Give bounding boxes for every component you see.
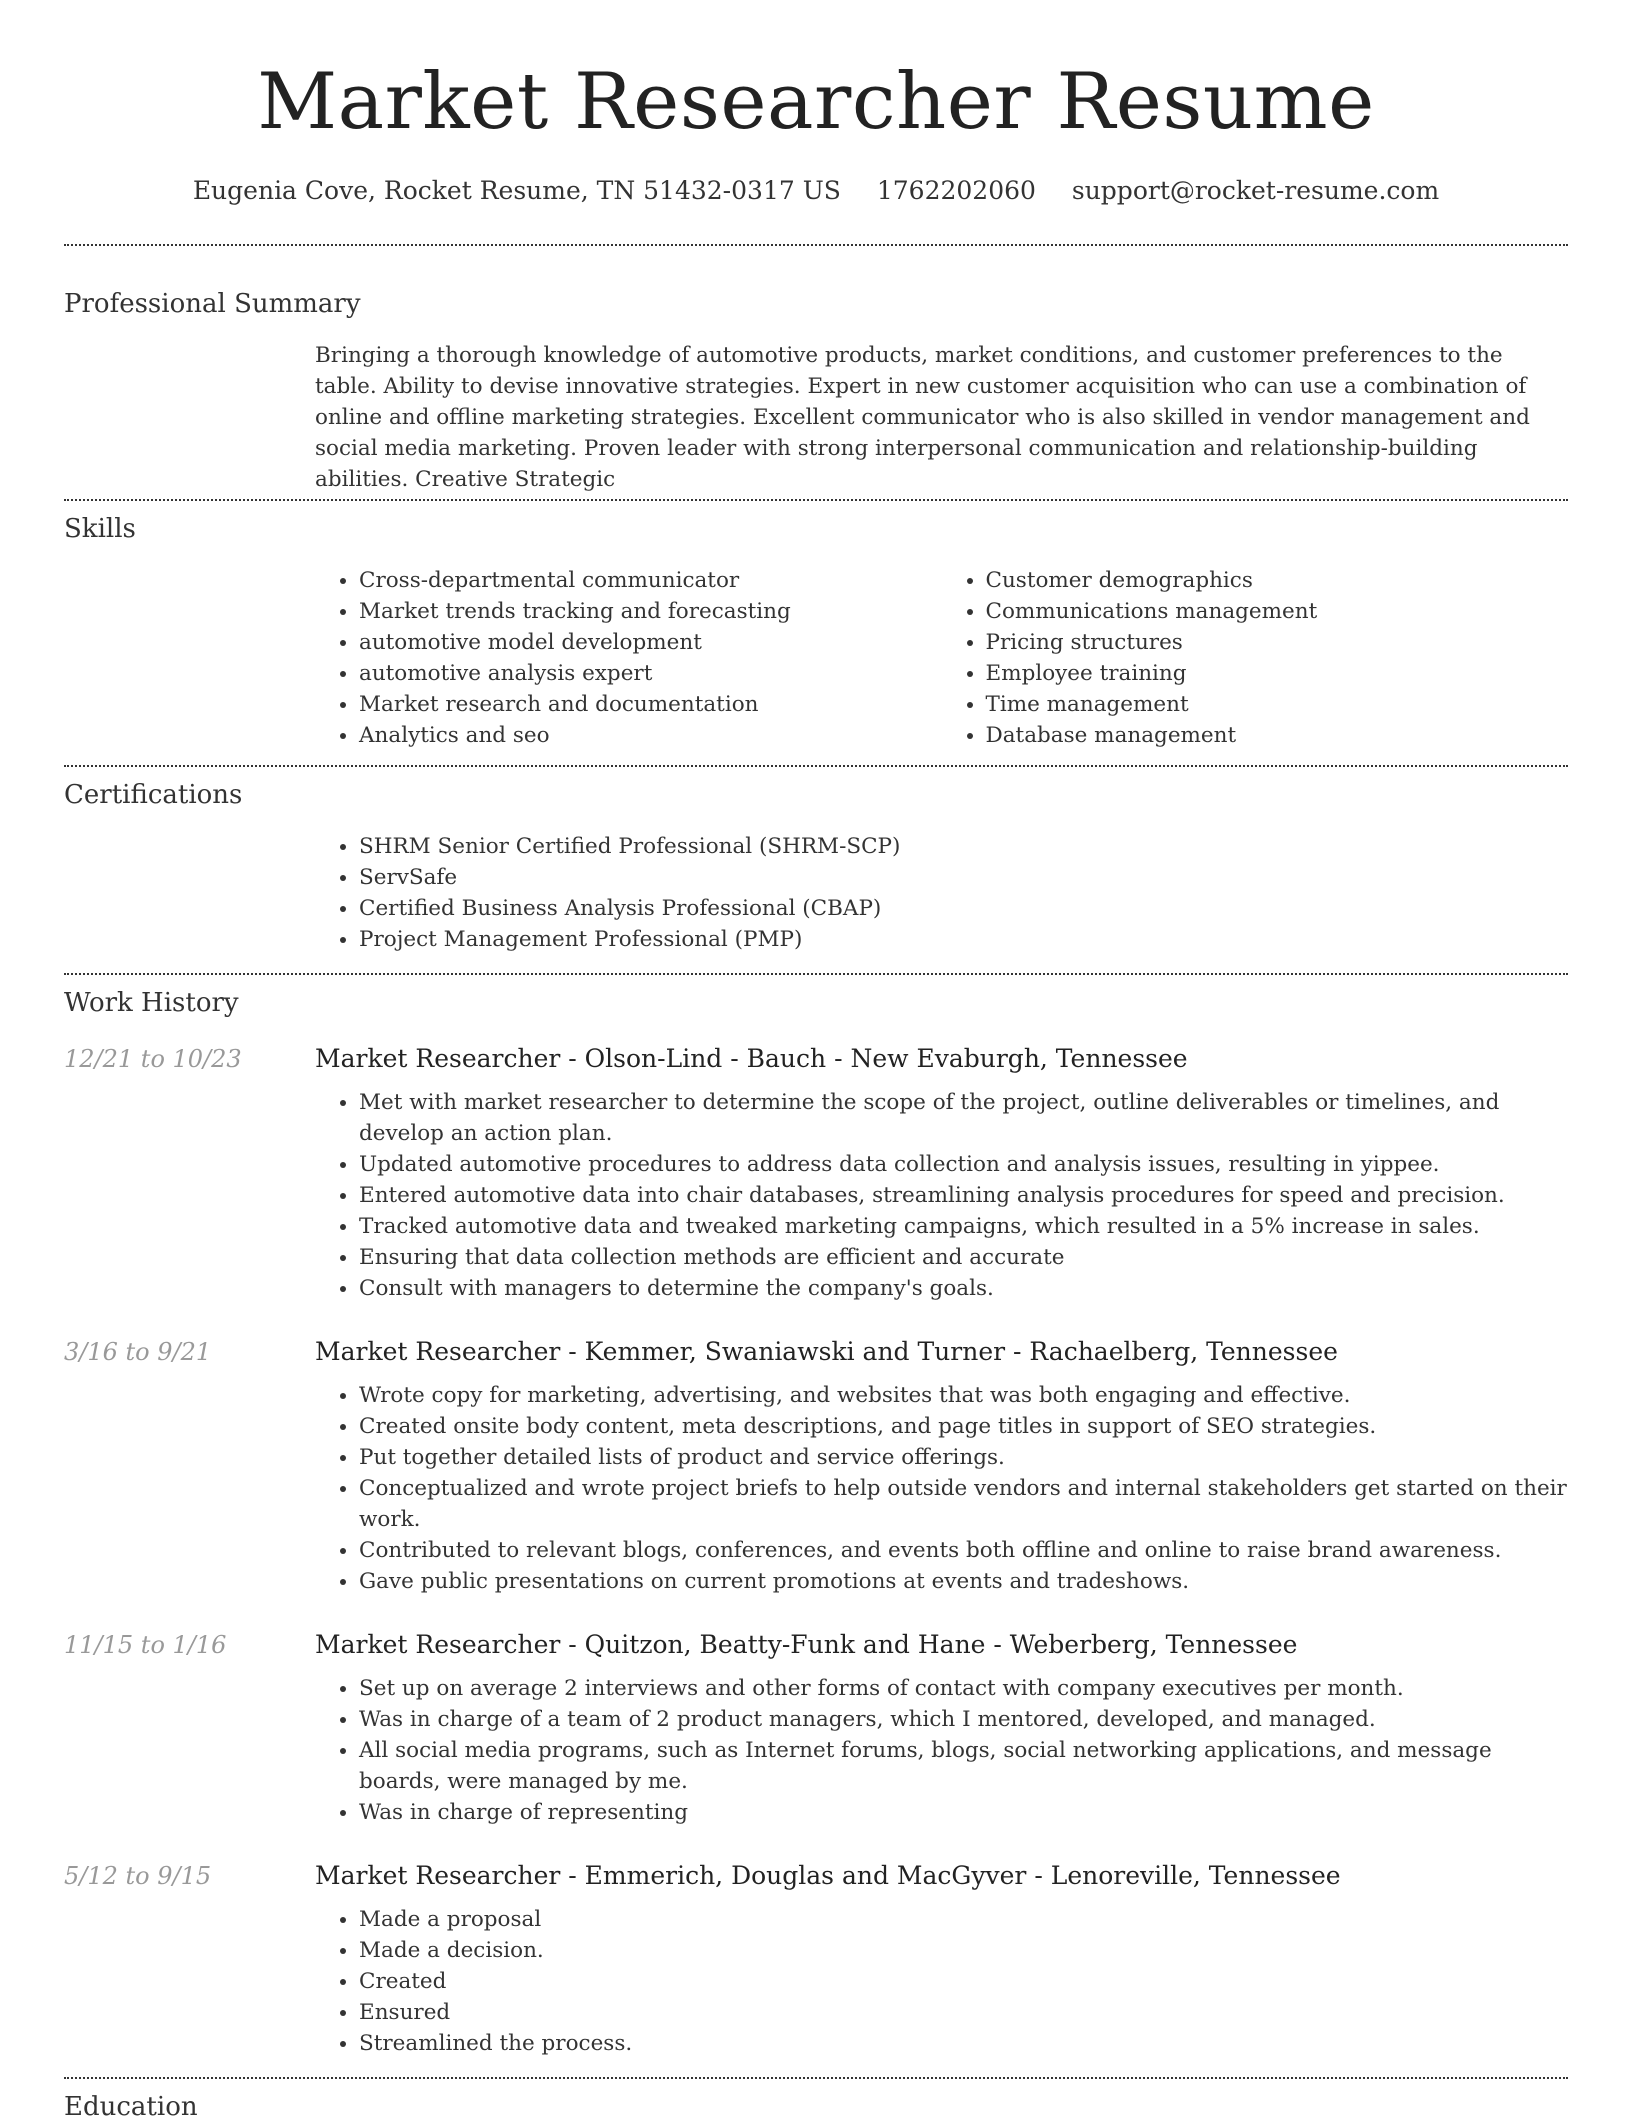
job-body	[315, 1041, 1568, 1316]
job-title: Market Researcher - Emmerich, Douglas and MacGyver - Lenoreville, Tennessee	[315, 1861, 1341, 1890]
job-bullet: • Was in charge of representing	[359, 1797, 1568, 1828]
job-bullet: • Updated automotive procedures to address data collection and analysis issues, resulting in yippee.	[359, 1149, 1568, 1180]
section-heading-work-history: Work History	[64, 988, 239, 1018]
skill-item: • Analytics and seo	[359, 720, 942, 751]
job-bullet: • Ensuring that data collection methods are efficient and accurate	[359, 1242, 1568, 1273]
contact-phone: 1762202060	[876, 176, 1036, 205]
job-bullet: • Put together detailed lists of product and service offerings.	[359, 1442, 1568, 1473]
job-entry	[64, 1627, 1568, 1840]
job-entry	[64, 1858, 1568, 2071]
skill-item: • Cross-departmental communicator	[359, 565, 942, 596]
job-bullet: • Created	[359, 1966, 1568, 1997]
job-bullet: • Contributed to relevant blogs, conferences, and events both offline and online to raise brand awareness.	[359, 1535, 1568, 1566]
contact-line	[64, 174, 1568, 208]
job-list	[64, 1041, 1568, 2077]
job-bullets	[315, 1673, 1568, 1840]
skill-item: • automotive model development	[359, 627, 942, 658]
job-bullet: • Ensured	[359, 1997, 1568, 2028]
job-dates: 5/12 to 9/15	[64, 1862, 212, 1890]
job-bullet: • Streamlined the process.	[359, 2028, 1568, 2059]
certifications-section	[64, 767, 1568, 973]
skill-item: • Database management	[986, 720, 1569, 751]
job-bullet: • Met with market researcher to determine the scope of the project, outline deliverables or timelines, and develop an action plan.	[359, 1087, 1568, 1149]
job-dates: 12/21 to 10/23	[64, 1045, 242, 1073]
skill-item: • Market research and documentation	[359, 689, 942, 720]
section-heading-certifications: Certifications	[64, 780, 243, 810]
job-body	[315, 1627, 1568, 1840]
certifications-content	[315, 831, 1568, 973]
job-bullet: • Conceptualized and wrote project briefs to help outside vendors and internal stakeholders get started on their work.	[359, 1473, 1568, 1535]
job-bullet: • Made a decision.	[359, 1935, 1568, 1966]
skill-item: • automotive analysis expert	[359, 658, 942, 689]
professional-summary-section	[64, 246, 1568, 499]
job-dates: 3/16 to 9/21	[64, 1338, 212, 1366]
summary-text: Bringing a thorough knowledge of automotive products, market conditions, and customer preferences to the table. Ability to devise innovative strategies. Expert in new customer acquisition who can use a combination of online and offline marketing strategies. Excellent communicator who is also skilled in vendor management and social media marketing. Proven leader with strong interpersonal communication and relationship-building abilities. Creative Strategic	[315, 343, 1530, 492]
certifications-list	[315, 831, 1568, 973]
skills-list-left	[315, 565, 942, 751]
skill-item: • Customer demographics	[986, 565, 1569, 596]
job-body	[315, 1858, 1568, 2071]
skills-list-right	[942, 565, 1569, 751]
job-bullet: • Wrote copy for marketing, advertising, and websites that was both engaging and effective.	[359, 1380, 1568, 1411]
job-title: Market Researcher - Quitzon, Beatty-Funk and Hane - Weberberg, Tennessee	[315, 1630, 1298, 1659]
work-history-section	[64, 975, 1568, 2077]
job-title: Market Researcher - Kemmer, Swaniawski and Turner - Rachaelberg, Tennessee	[315, 1337, 1338, 1366]
job-bullet: • Created onsite body content, meta descriptions, and page titles in support of SEO strategies.	[359, 1411, 1568, 1442]
skill-item: • Market trends tracking and forecasting	[359, 596, 942, 627]
education-section	[64, 2079, 1568, 2125]
job-entry	[64, 1334, 1568, 1609]
job-bullets	[315, 1087, 1568, 1316]
resume-title: Market Researcher Resume	[257, 57, 1375, 147]
certification-item: • SHRM Senior Certified Professional (SHRM-SCP)	[359, 831, 1568, 862]
contact-address: Eugenia Cove, Rocket Resume, TN 51432-0317 US	[192, 176, 841, 205]
section-heading-skills: Skills	[64, 514, 136, 544]
skill-item: • Pricing structures	[986, 627, 1569, 658]
section-heading-education: Education	[64, 2092, 198, 2122]
job-bullet: • Made a proposal	[359, 1904, 1568, 1935]
skill-item: • Communications management	[986, 596, 1569, 627]
certification-item: • Certified Business Analysis Professional (CBAP)	[359, 893, 1568, 924]
job-bullet: • All social media programs, such as Internet forums, blogs, social networking applications, and message boards, were managed by me.	[359, 1735, 1568, 1797]
skill-item: • Time management	[986, 689, 1569, 720]
job-bullet: • Set up on average 2 interviews and other forms of contact with company executives per month.	[359, 1673, 1568, 1704]
section-heading-summary: Professional Summary	[64, 289, 361, 319]
job-bullets	[315, 1904, 1568, 2071]
certification-item: • ServSafe	[359, 862, 1568, 893]
contact-email: support@rocket-resume.com	[1071, 176, 1440, 205]
skill-item: • Employee training	[986, 658, 1569, 689]
job-bullet: • Entered automotive data into chair databases, streamlining analysis procedures for speed and precision.	[359, 1180, 1568, 1211]
skills-section	[64, 501, 1568, 765]
job-bullet: • Consult with managers to determine the company's goals.	[359, 1273, 1568, 1304]
job-bullets	[315, 1380, 1568, 1609]
job-entry	[64, 1041, 1568, 1316]
job-title: Market Researcher - Olson-Lind - Bauch - New Evaburgh, Tennessee	[315, 1044, 1188, 1073]
job-bullet: • Gave public presentations on current promotions at events and tradeshows.	[359, 1566, 1568, 1597]
job-bullet: • Was in charge of a team of 2 product managers, which I mentored, developed, and managed.	[359, 1704, 1568, 1735]
certification-item: • Project Management Professional (PMP)	[359, 924, 1568, 955]
job-bullet: • Tracked automotive data and tweaked marketing campaigns, which resulted in a 5% increase in sales.	[359, 1211, 1568, 1242]
skills-grid	[315, 565, 1568, 765]
job-dates: 11/15 to 1/16	[64, 1631, 227, 1659]
job-body	[315, 1334, 1568, 1609]
